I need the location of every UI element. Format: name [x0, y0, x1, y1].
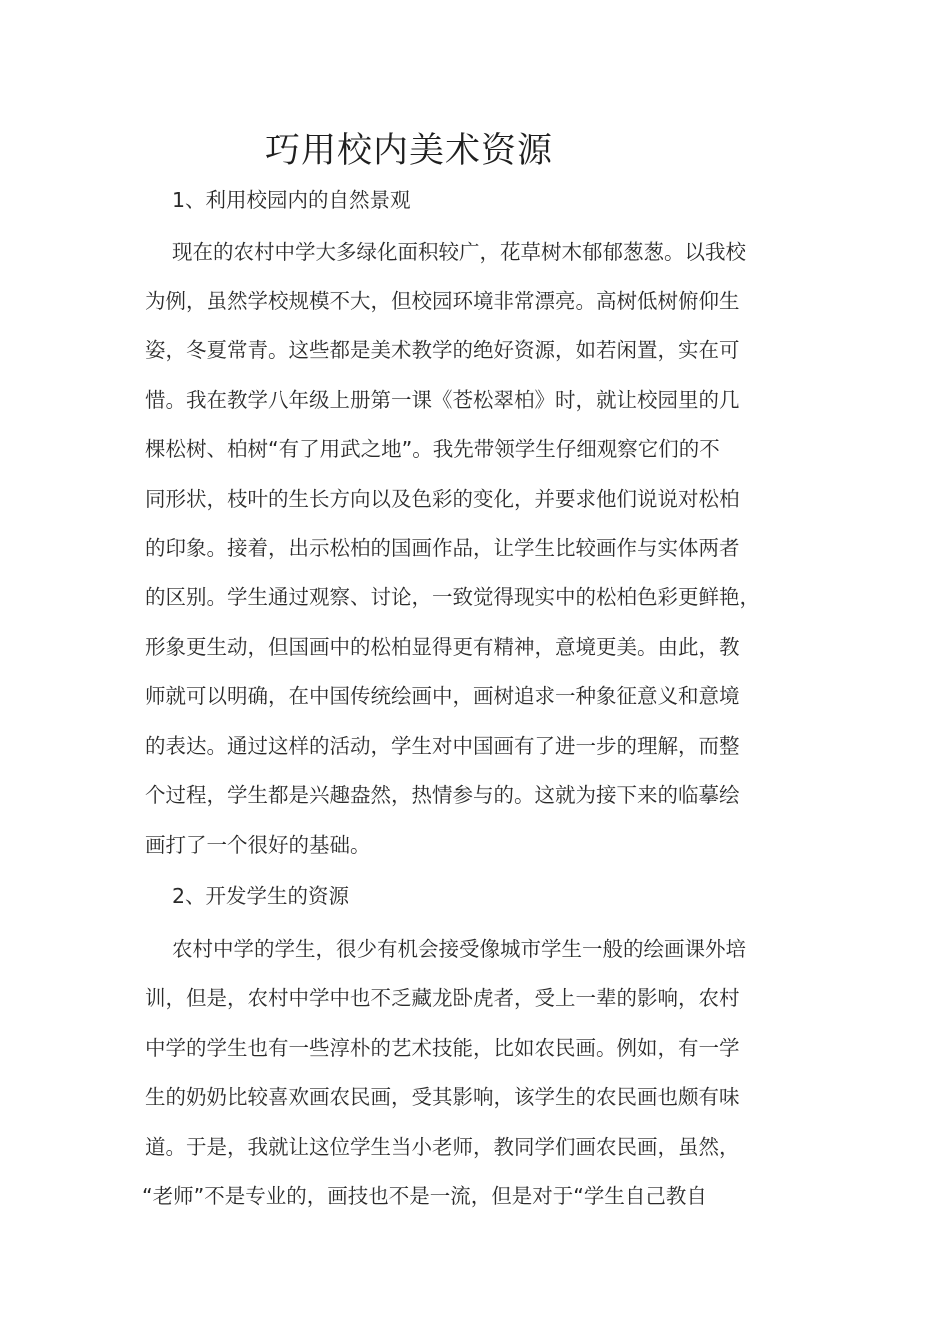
- section-1-line-4: 惜。我在教学八年级上册第一课《苍松翠柏》时，就让校园里的几: [145, 388, 740, 412]
- section-1-line-2: 为例，虽然学校规模不大，但校园环境非常漂亮。高树低树俯仰生: [145, 289, 740, 313]
- document-title: 巧用校内美术资源: [265, 131, 554, 171]
- section-2-line-3: 中学的学生也有一些淳朴的艺术技能，比如农民画。例如，有一学: [145, 1036, 740, 1060]
- section-1-line-12: 个过程，学生都是兴趣盎然，热情参与的。这就为接下来的临摹绘: [145, 783, 740, 807]
- section-1-line-11: 的表达。通过这样的活动，学生对中国画有了进一步的理解，而整: [145, 734, 740, 758]
- section-1-heading: 1、利用校园内的自然景观: [172, 188, 411, 212]
- section-2-heading: 2、开发学生的资源: [172, 884, 350, 908]
- section-1-line-6: 同形状，枝叶的生长方向以及色彩的变化，并要求他们说说对松柏: [145, 487, 740, 511]
- section-1-line-10: 师就可以明确，在中国传统绘画中，画树追求一种象征意义和意境: [145, 684, 740, 708]
- section-1-line-8: 的区别。学生通过观察、讨论，一致觉得现实中的松柏色彩更鲜艳，: [145, 585, 760, 609]
- section-1-line-3: 姿，冬夏常青。这些都是美术教学的绝好资源，如若闲置，实在可: [145, 338, 740, 362]
- section-1-line-1: 现在的农村中学大多绿化面积较广，花草树木郁郁葱葱。以我校: [172, 240, 746, 264]
- section-2-line-5: 道。于是，我就让这位学生当小老师，教同学们画农民画，虽然，: [145, 1135, 740, 1159]
- section-2-line-2: 训，但是，农村中学中也不乏藏龙卧虎者，受上一辈的影响，农村: [145, 986, 740, 1010]
- section-1-line-9: 形象更生动，但国画中的松柏显得更有精神，意境更美。由此，教: [145, 635, 740, 659]
- section-1-line-5: 棵松树、柏树“有了用武之地”。我先带领学生仔细观察它们的不: [145, 437, 720, 461]
- section-2-line-4: 生的奶奶比较喜欢画农民画，受其影响，该学生的农民画也颇有味: [145, 1085, 740, 1109]
- section-1-line-7: 的印象。接着，出示松柏的国画作品，让学生比较画作与实体两者: [145, 536, 740, 560]
- section-2-line-1: 农村中学的学生，很少有机会接受像城市学生一般的绘画课外培: [172, 937, 746, 961]
- section-2-line-6: “老师”不是专业的，画技也不是一流，但是对于“学生自己教自: [142, 1184, 707, 1208]
- section-1-line-13: 画打了一个很好的基础。: [145, 833, 371, 857]
